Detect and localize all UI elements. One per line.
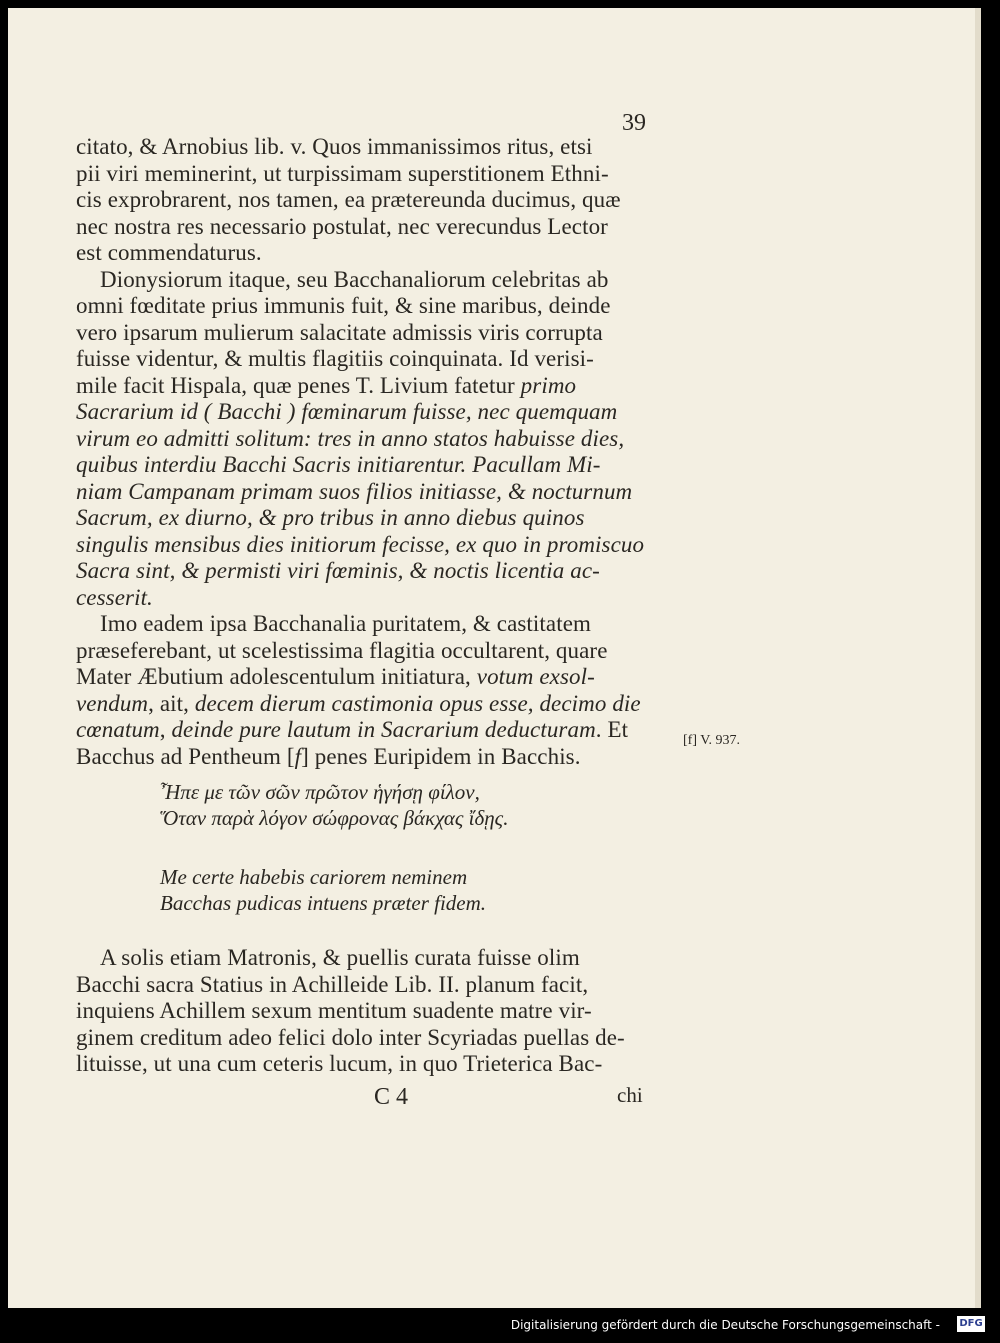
text-line: omni fœditate prius immunis fuit, & sine maribus, deinde (76, 293, 611, 318)
text-line: nec nostra res necessario postulat, nec verecundus Lector (76, 213, 608, 239)
text-line: Sacra sint, & permisti viri fœminis, & noctis licentia ac- (76, 558, 600, 583)
text-line: præseferebant, ut scelestissima flagitia occultarent, quare (76, 637, 608, 663)
text-run: , ait, (148, 690, 195, 716)
text-run: Mater Æbutium adolescentulum initiatura, (76, 664, 477, 689)
text-line: ginem creditum adeo felici dolo inter Scyriadas puellas de- (76, 1024, 625, 1050)
text-line: lituisse, ut una cum ceteris lucum, in quo Trieterica Bac- (76, 1051, 603, 1076)
text-line: niam Campanam primam suos filios initiasse, & nocturnum (76, 478, 633, 504)
verse-greek (160, 779, 508, 831)
text-line: A solis etiam Matronis, & puellis curata fuisse olim (100, 945, 580, 970)
text-run: mile facit Hispala, quæ penes T. Livium fatetur (76, 372, 521, 398)
page-edge (975, 8, 981, 1308)
text-line: singulis mensibus dies initiorum fecisse, ex quo in promiscuo (76, 531, 645, 557)
verse-line: Me certe habebis cariorem neminem (160, 865, 468, 889)
catchword: chi (617, 1083, 643, 1107)
footer-credit: Digitalisierung gefördert durch die Deutsche Forschungsgemeinschaft - (510, 1318, 940, 1332)
text-line: pii viri meminerint, ut turpissimam superstitionem Ethni- (76, 160, 609, 186)
text-line (76, 664, 644, 691)
text-line: cesserit. (76, 584, 153, 610)
verse-line: Bacchas pudicas intuens præter fidem. (160, 891, 487, 915)
text-run: ] penes Euripidem in Bacchis. (301, 743, 581, 769)
verse-line: Ἦπε με τῶν σῶν πρῶτον ἡγήσῃ φίλον, (160, 780, 480, 804)
text-line: inquiens Achillem sexum mentitum suadente matre vir- (76, 998, 592, 1023)
verse-line: Ὅταν παρὰ λόγον σώφρονας βάκχας ἴδῃς. (160, 806, 509, 830)
verse-latin (160, 864, 486, 916)
paragraph-2 (76, 267, 644, 612)
footnote: [f] V. 937. (683, 733, 741, 748)
text-line (76, 744, 644, 771)
italic-run: decem dierum castimonia opus esse, decimo die (194, 690, 641, 716)
italic-run: votum exsol- (476, 664, 595, 689)
dfg-logo: DFG (957, 1316, 985, 1332)
text-line (76, 691, 644, 718)
text-line: Sacrarium id ( Bacchi ) fœminarum fuisse, nec quemquam (76, 399, 618, 424)
italic-run: cœnatum (76, 717, 160, 742)
text-line (76, 717, 644, 744)
paragraph-1 (76, 134, 644, 267)
text-line: virum eo admitti solitum: tres in anno statos habuisse dies, (76, 425, 625, 451)
text-line: vero ipsarum mulierum salacitate admissis viris corrupta (76, 319, 603, 345)
text-line: Sacrum, ex diurno, & pro tribus in anno diebus quinos (76, 505, 585, 530)
text-run: , (159, 717, 172, 742)
italic-run: deinde pure lautum in Sacrarium deducturam (171, 717, 596, 742)
italic-run: primo (520, 372, 577, 398)
text-run: . Et (595, 717, 629, 742)
text-line: Imo eadem ipsa Bacchanalia puritatem, & castitatem (100, 611, 591, 636)
text-line: cis exprobrarent, nos tamen, ea prætereunda ducimus, quæ (76, 187, 621, 212)
text-run: Bacchus ad Pentheum [ (76, 743, 295, 769)
signature-mark: C 4 (374, 1084, 409, 1110)
text-line: citato, & Arnobius lib. v. Quos immanissimos ritus, etsi (76, 134, 593, 159)
text-line: Dionysiorum itaque, seu Bacchanaliorum celebritas ab (100, 266, 609, 292)
paragraph-3 (76, 611, 644, 770)
italic-run: vendum (76, 690, 149, 716)
italic-run: f (294, 743, 302, 769)
text-line: est commendaturus. (76, 240, 262, 265)
text-line (76, 373, 644, 400)
paragraph-4 (76, 945, 625, 1078)
page-number: 39 (622, 110, 646, 136)
text-line: Bacchi sacra Statius in Achilleide Lib. II. planum facit, (76, 971, 589, 997)
text-line: fuisse videntur, & multis flagitiis coinquinata. Id verisi- (76, 346, 594, 371)
main-text (76, 134, 644, 770)
text-line: quibus interdiu Bacchi Sacris initiarentur. Pacullam Mi- (76, 452, 601, 477)
